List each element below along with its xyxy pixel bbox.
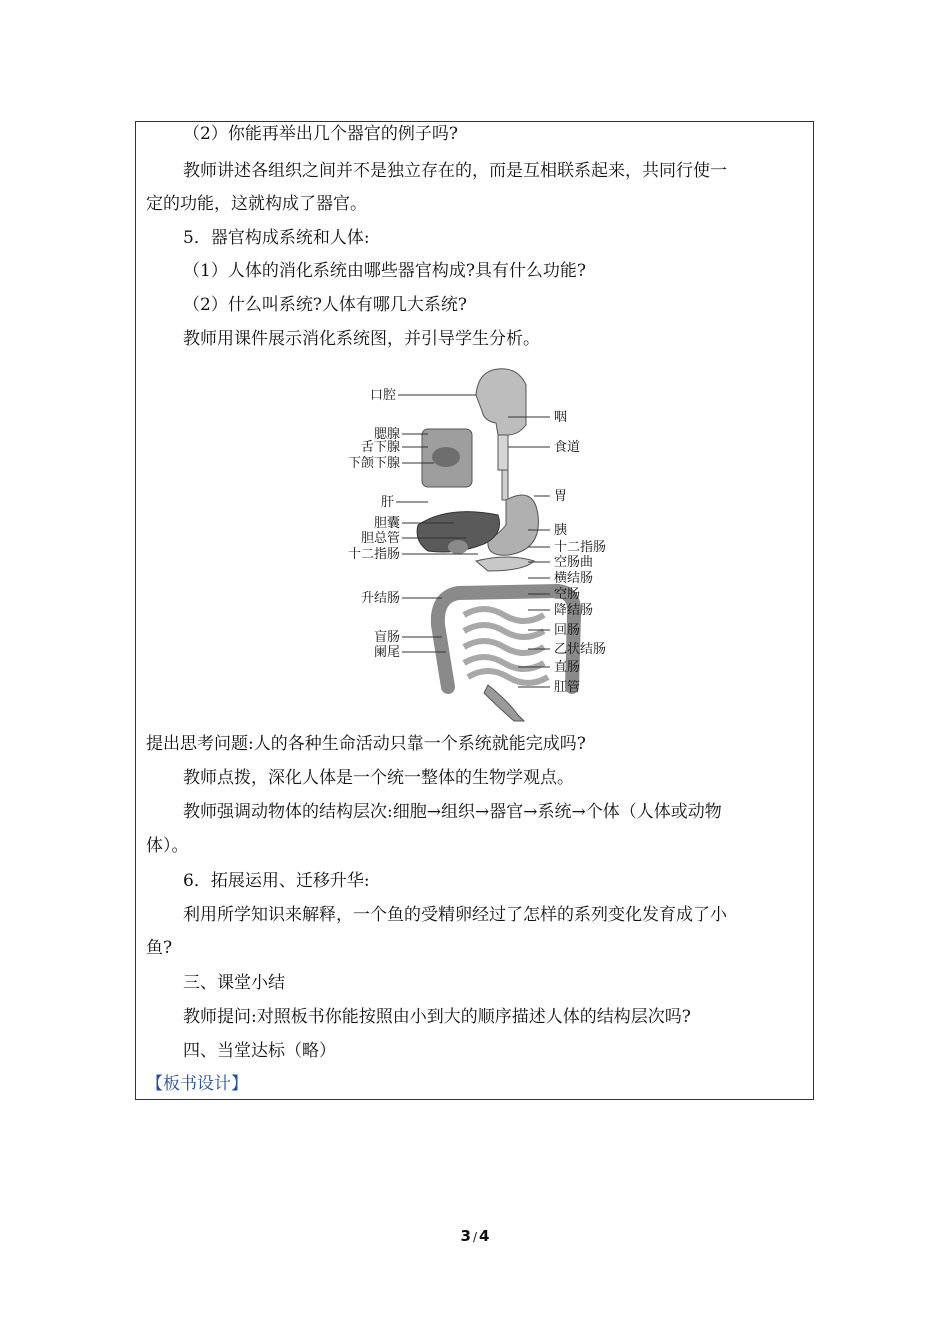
label-submandibular: 下颌下腺 <box>347 456 400 471</box>
label-anal-canal: 肛管 <box>554 680 581 695</box>
label-appendix: 阑尾 <box>373 645 400 660</box>
label-pancreas: 胰 <box>554 523 568 538</box>
label-sublingual: 舌下腺 <box>360 440 400 455</box>
text-line: （2）你能再举出几个器官的例子吗? <box>183 124 458 144</box>
text-line: （1）人体的消化系统由哪些器官构成?具有什么功能? <box>183 261 587 281</box>
page-number <box>0 1227 950 1245</box>
text-line: 6．拓展运用、迁移升华: <box>183 871 370 891</box>
label-ileum: 回肠 <box>554 623 581 638</box>
board-design-heading: 【板书设计】 <box>146 1074 248 1094</box>
label-sigmoid-colon: 乙状结肠 <box>554 642 607 657</box>
text-line: 5．器官构成系统和人体: <box>183 228 370 248</box>
digestive-system-diagram <box>347 365 778 725</box>
label-common-bile-duct: 胆总管 <box>360 531 400 546</box>
text-line: （2）什么叫系统?人体有哪几大系统? <box>183 295 468 315</box>
label-descending-colon: 降结肠 <box>554 603 594 618</box>
text-line: 三、课堂小结 <box>183 973 285 993</box>
content-table-cell <box>135 121 814 1100</box>
label-duodenum-left: 十二指肠 <box>347 547 400 562</box>
text-line: 教师讲述各组织之间并不是独立存在的，而是互相联系起来，共同行使一 <box>183 161 727 181</box>
text-line: 教师点拨，深化人体是一个统一整体的生物学观点。 <box>183 768 574 788</box>
label-transverse-colon: 横结肠 <box>554 571 594 586</box>
label-stomach: 胃 <box>554 489 568 504</box>
text-line: 教师用课件展示消化系统图，并引导学生分析。 <box>183 329 540 349</box>
label-pharynx: 咽 <box>554 410 568 425</box>
label-ascending-colon: 升结肠 <box>360 591 400 606</box>
label-liver: 肝 <box>380 495 394 510</box>
text-line: 体）。 <box>146 836 189 856</box>
label-parotid: 腮腺 <box>373 427 400 442</box>
current-page: 3 <box>460 1227 471 1245</box>
total-pages: 4 <box>479 1227 490 1245</box>
label-gallbladder: 胆囊 <box>373 516 400 531</box>
text-line: 定的功能，这就构成了器官。 <box>146 194 367 214</box>
label-cecum: 盲肠 <box>373 630 400 645</box>
label-duodenum-right: 十二指肠 <box>554 540 607 555</box>
label-esophagus: 食道 <box>554 440 581 455</box>
label-jejunum: 空肠 <box>554 587 581 602</box>
text-line: 鱼? <box>146 938 173 958</box>
text-line: 教师提问:对照板书你能按照由小到大的顺序描述人体的结构层次吗? <box>183 1007 691 1027</box>
label-mouth: 口腔 <box>369 388 396 403</box>
text-line: 利用所学知识来解释，一个鱼的受精卵经过了怎样的系列变化发育成了小 <box>183 905 727 925</box>
text-line: 四、当堂达标（略） <box>183 1041 336 1061</box>
text-line: 教师强调动物体的结构层次:细胞→组织→器官→系统→个体（人体或动物 <box>183 802 722 822</box>
text-line: 提出思考问题:人的各种生命活动只靠一个系统就能完成吗? <box>146 734 586 754</box>
label-duodenojejunal-flexure: 空肠曲 <box>554 555 594 570</box>
page-separator: / <box>472 1230 478 1244</box>
label-rectum: 直肠 <box>554 660 581 675</box>
